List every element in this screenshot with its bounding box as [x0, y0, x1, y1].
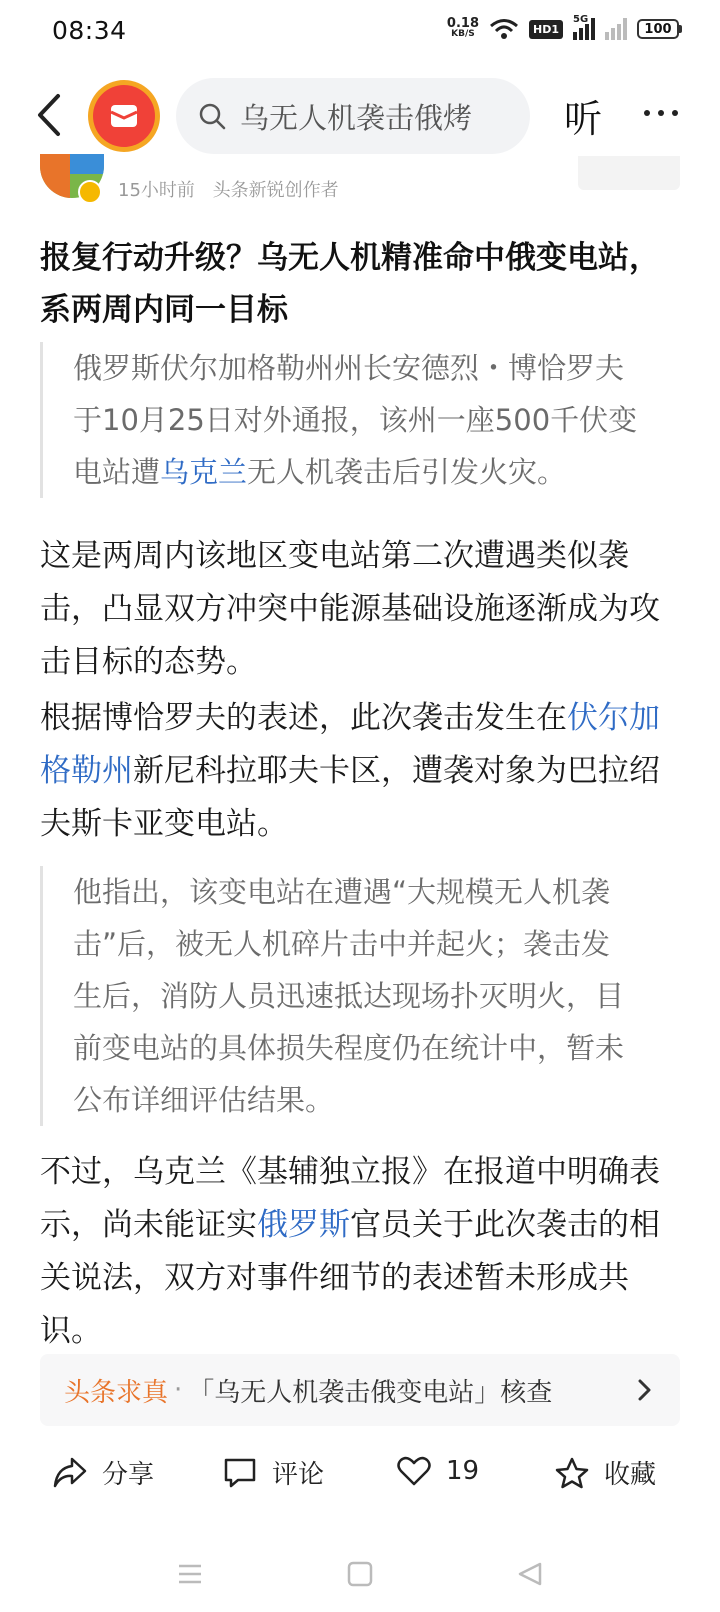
wifi-icon: [489, 18, 519, 40]
hd-badge: HD1: [529, 20, 563, 39]
link-volgograd[interactable]: 伏尔加: [567, 700, 660, 736]
battery-level: 100: [637, 19, 679, 39]
net-speed-unit: KB/S: [451, 29, 475, 39]
comment-button[interactable]: [222, 1454, 324, 1491]
paragraph-3: [40, 1146, 690, 1358]
paragraph-line: [40, 1199, 690, 1252]
search-query: 乌无人机袭击俄烤: [240, 100, 473, 135]
logo-mark-icon: [109, 103, 139, 129]
verified-badge-icon: [78, 180, 102, 204]
author-role: 头条新锐创作者: [212, 180, 339, 201]
author-meta: [118, 176, 339, 202]
signal-secondary-icon: [605, 18, 627, 40]
menu-icon[interactable]: [176, 1560, 204, 1588]
paragraph-line: 识。: [40, 1313, 102, 1349]
quote-line: 击”后，被无人机碎片击中并起火；袭击发: [73, 927, 611, 961]
paragraph-text: 官员关于此次袭击的相: [350, 1207, 660, 1243]
link-russia[interactable]: 俄罗斯: [257, 1207, 350, 1243]
like-count: 19: [446, 1456, 480, 1486]
more-options-icon[interactable]: [644, 110, 678, 116]
net-speed-value: 0.18: [446, 16, 479, 31]
follow-button[interactable]: [578, 156, 680, 190]
share-label: 分享: [102, 1460, 155, 1490]
factcheck-brand: 头条求真: [64, 1377, 169, 1408]
action-bar: [0, 1440, 720, 1512]
post-time: 15小时前: [118, 180, 195, 201]
share-icon: [52, 1456, 88, 1490]
top-nav: [0, 66, 720, 162]
signal-label: 5G: [573, 14, 589, 25]
link-volgograd-cont[interactable]: 格勒州: [40, 753, 133, 789]
quote-line: 于10月25日对外通报，该州一座500千伏变: [73, 403, 638, 437]
search-bar[interactable]: [176, 78, 530, 154]
quote-text: 电站遭: [73, 455, 161, 489]
paragraph-line: 击目标的态势。: [40, 644, 257, 680]
paragraph-text: 根据博恰罗夫的表述，此次袭击发生在: [40, 700, 567, 736]
paragraph-line: [40, 745, 690, 798]
factcheck-bar[interactable]: [40, 1354, 680, 1426]
paragraph-line: 不过，乌克兰《基辅独立报》在报道中明确表: [40, 1154, 660, 1190]
quote-line: 俄罗斯伏尔加格勒州州长安德烈・博恰罗夫: [73, 351, 625, 385]
status-time: 08:34: [52, 16, 127, 45]
paragraph-text: 示，尚未能证实: [40, 1207, 257, 1243]
comment-label: 评论: [272, 1460, 325, 1490]
app-logo-icon[interactable]: [88, 80, 160, 152]
paragraph-text: 新尼科拉耶夫卡区，遭袭对象为巴拉绍: [133, 753, 660, 789]
paragraph-line: 击，凸显双方冲突中能源基础设施逐渐成为攻: [40, 591, 660, 627]
quote-line: [73, 446, 690, 498]
system-nav-bar: [0, 1540, 720, 1612]
quote-text: 无人机袭击后引发火灾。: [247, 455, 567, 489]
factcheck-separator: ·: [174, 1375, 183, 1405]
link-ukraine[interactable]: 乌克兰: [160, 455, 248, 489]
favorite-button[interactable]: [554, 1454, 656, 1491]
comment-icon: [222, 1456, 258, 1490]
quote-line: 前变电站的具体损失程度仍在统计中，暂未: [73, 1031, 625, 1065]
heart-icon: [396, 1454, 432, 1488]
quote-block-2: [40, 866, 690, 1126]
status-icons: [446, 14, 682, 40]
paragraph-2: [40, 692, 690, 851]
share-button[interactable]: [52, 1454, 154, 1491]
quote-block-1: [40, 342, 690, 498]
paragraph-1: [40, 530, 690, 689]
paragraph-line: 这是两周内该地区变电站第二次遭遇类似袭: [40, 538, 629, 574]
headline-line: 系两周内同一目标: [40, 292, 288, 328]
back-arrow-icon[interactable]: [30, 90, 70, 140]
favorite-label: 收藏: [604, 1460, 657, 1490]
headline-line: 报复行动升级？乌无人机精准命中俄变电站，: [40, 240, 660, 276]
article-headline: [40, 232, 690, 336]
paragraph-line: [40, 692, 690, 745]
paragraph-line: 关说法，双方对事件细节的表述暂未形成共: [40, 1260, 629, 1296]
search-icon: [198, 102, 226, 130]
quote-line: 他指出，该变电站在遭遇“大规模无人机袭: [73, 875, 611, 909]
chevron-right-icon: [632, 1376, 656, 1404]
status-bar: [0, 0, 720, 66]
battery-icon: [637, 19, 682, 39]
signal-icon: [573, 14, 595, 40]
author-row: [0, 162, 720, 210]
net-speed: [447, 18, 479, 40]
paragraph-line: 夫斯卡亚变电站。: [40, 806, 288, 842]
factcheck-title: 「乌无人机袭击俄变电站」核查: [188, 1377, 553, 1408]
quote-line: 生后，消防人员迅速抵达现场扑灭明火，目: [73, 979, 625, 1013]
home-icon[interactable]: [346, 1560, 374, 1588]
like-button[interactable]: [396, 1454, 479, 1488]
back-triangle-icon[interactable]: [516, 1560, 544, 1588]
star-icon: [554, 1456, 590, 1490]
quote-line: 公布详细评估结果。: [73, 1083, 335, 1117]
listen-button[interactable]: 听: [564, 97, 603, 141]
